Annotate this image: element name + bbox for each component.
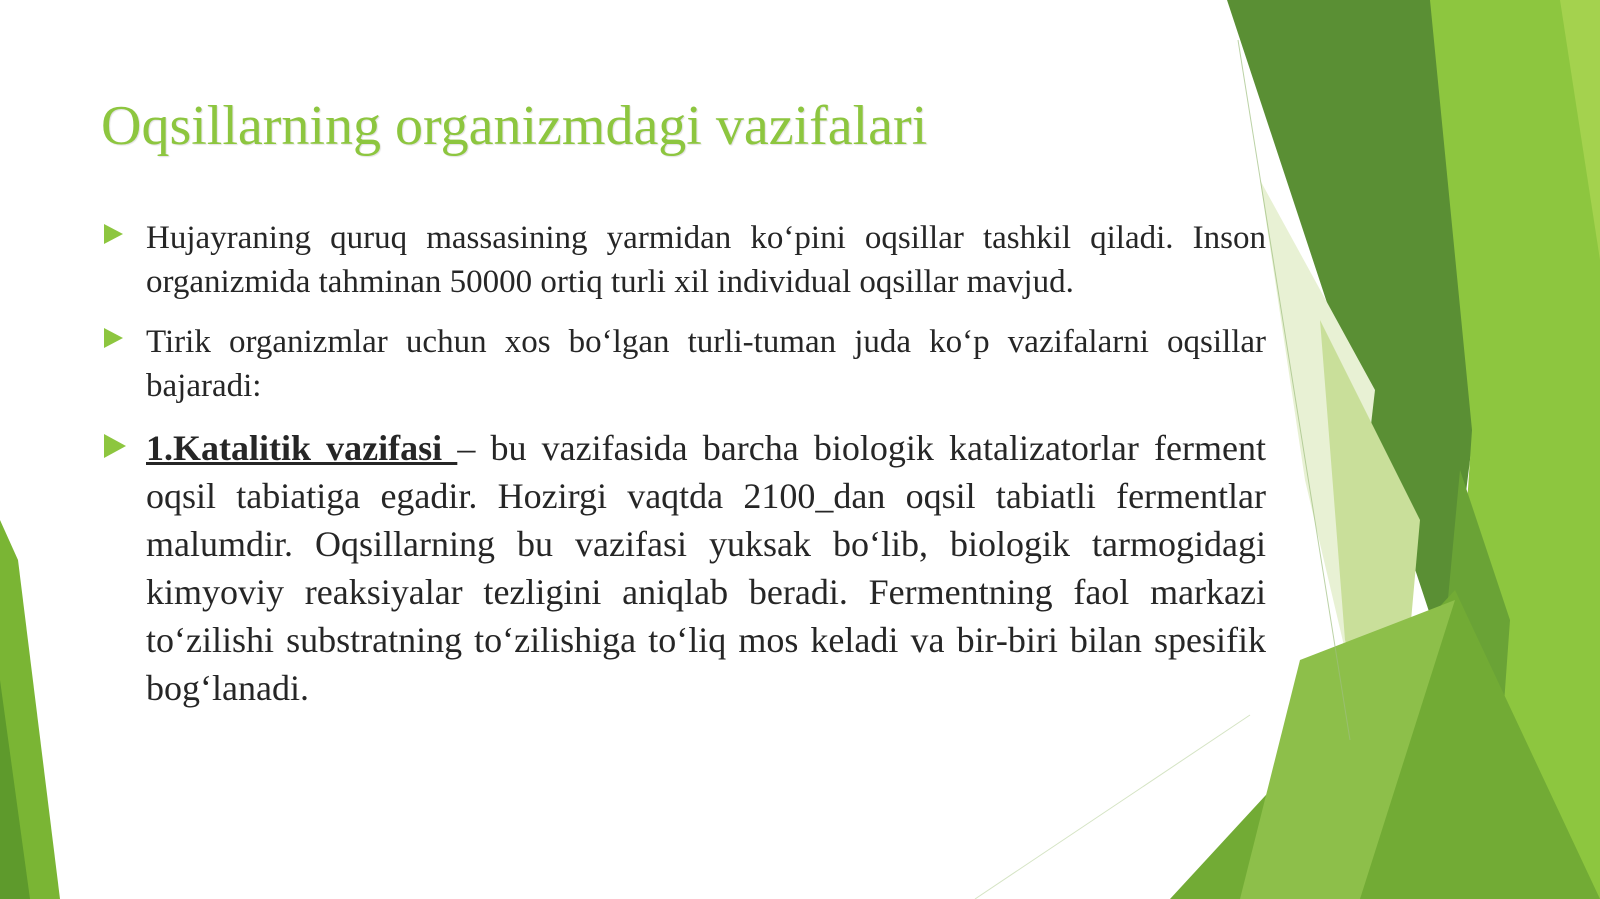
bullet-item xyxy=(100,320,1266,408)
bullet-item xyxy=(100,424,1266,712)
bullet-item xyxy=(100,216,1266,304)
bullet-list xyxy=(100,216,1266,712)
bullet-text: Hujayraning quruq massasining yarmidan ko‘pini oqsillar tashkil qiladi. Inson organizmida tahminan 50000 ortiq turli xil individual oqsillar mavjud. xyxy=(146,220,1266,300)
bullet-text: – bu vazifasida barcha biologik katalizatorlar ferment oqsil tabiatiga egadir. Hozirgi vaqtda 2100_dan oqsil tabiatli fermentlar malumdir. Oqsillarning bu vazifasi yuksak bo‘lib, biologik tarmogidagi kimyoviy reaksiyalar tezligini aniqlab beradi. Fermentning faol markazi to‘zilishi substratning to‘zilishiga to‘liq mos keladi va bir-biri bilan spesifik bog‘lanadi. xyxy=(146,428,1266,708)
triangle-right-icon xyxy=(104,328,123,348)
bullet-text: Tirik organizmlar uchun xos bo‘lgan turli-tuman juda ko‘p vazifalarni oqsillar bajaradi: xyxy=(146,324,1266,404)
triangle-right-icon xyxy=(104,434,126,458)
slide-title: Oqsillarning organizmdagi vazifalari xyxy=(101,95,928,157)
triangle-right-icon xyxy=(104,224,123,244)
bullet-heading: 1.Katalitik vazifasi xyxy=(146,428,458,468)
